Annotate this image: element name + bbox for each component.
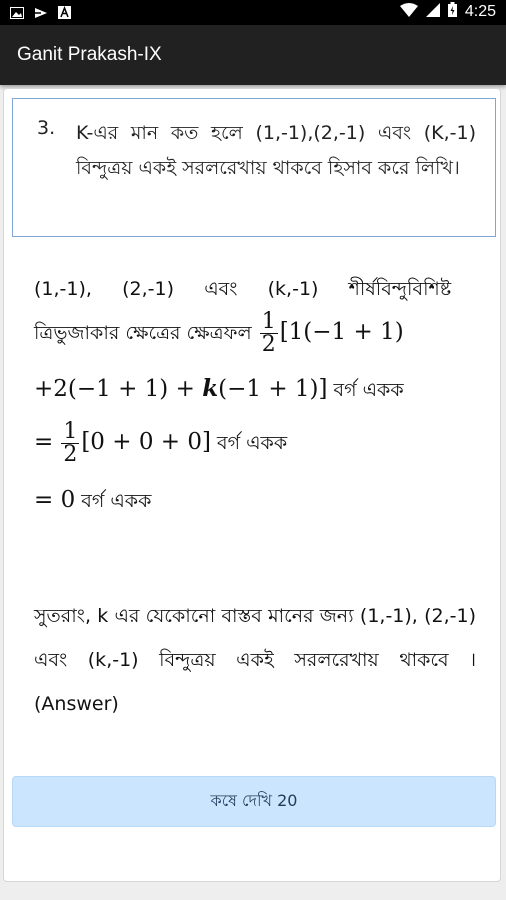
status-bar bbox=[0, 0, 506, 25]
solution-line-1 bbox=[34, 275, 479, 307]
status-time: 4:25 bbox=[464, 3, 496, 20]
conclusion-text: সুতরাং, k এর যেকোনো বাস্তব মানের জন্য (1,-1), (2,-1) এবং (k,-1) বিন্দুত্রয় একই সরলরেখায় থাকবে । (Answer) bbox=[34, 605, 476, 715]
battery-icon bbox=[448, 2, 457, 22]
solution-line-3-k: k bbox=[202, 375, 219, 402]
solution-line-4-math: [0 + 0 + 0] bbox=[81, 429, 211, 455]
fraction-half bbox=[61, 421, 79, 466]
app-bar bbox=[0, 25, 506, 85]
wifi-icon bbox=[400, 3, 418, 22]
image-icon bbox=[10, 4, 24, 23]
solution-line-5-math: = 0 bbox=[34, 487, 76, 513]
app-title: Ganit Prakash-IX bbox=[17, 44, 162, 65]
solution-line-2-math: [1(−1 + 1) bbox=[279, 319, 404, 345]
solution-line-5 bbox=[34, 487, 151, 519]
question-box bbox=[12, 98, 496, 237]
fraction-denominator: 2 bbox=[261, 332, 276, 357]
solution-line-4 bbox=[34, 421, 287, 466]
next-exercise-button-label: কষে দেখি 20 bbox=[210, 791, 298, 810]
signal-icon bbox=[426, 3, 440, 22]
unit-label: বর্গ একক bbox=[81, 490, 152, 512]
question-number: 3. bbox=[37, 117, 56, 139]
fraction-denominator: 2 bbox=[63, 442, 78, 467]
solution-line-2-text: ত্রিভুজাকার ক্ষেত্রের ক্ষেত্রফল bbox=[34, 322, 252, 344]
solution-line-3-math-b: (−1 + 1)] bbox=[218, 376, 328, 402]
question-text: K-এর মান কত হলে (1,-1),(2,-1) এবং (K,-1) বিন্দুত্রয় একই সরলরেখায় থাকবে হিসাব করে লিখি। bbox=[76, 122, 476, 179]
solution-line-3-math-a: +2(−1 + 1) + bbox=[34, 376, 203, 402]
play-icon bbox=[34, 4, 48, 23]
solution-line-2 bbox=[34, 311, 404, 356]
solution-line-1-text: (1,-1), (2,-1) এবং (k,-1) শীর্ষবিন্দুবিশিষ্ট bbox=[34, 278, 452, 300]
equals-sign: = bbox=[34, 429, 54, 455]
fraction-numerator: 1 bbox=[63, 419, 78, 444]
fraction-half bbox=[260, 311, 278, 356]
solution-line-3 bbox=[34, 375, 404, 408]
next-exercise-button[interactable] bbox=[12, 776, 496, 827]
content-card bbox=[3, 88, 501, 882]
unit-label: বর্গ একক bbox=[333, 379, 404, 401]
unit-label: বর্গ একক bbox=[217, 432, 288, 454]
fraction-numerator: 1 bbox=[261, 309, 276, 334]
a-icon bbox=[58, 4, 71, 23]
